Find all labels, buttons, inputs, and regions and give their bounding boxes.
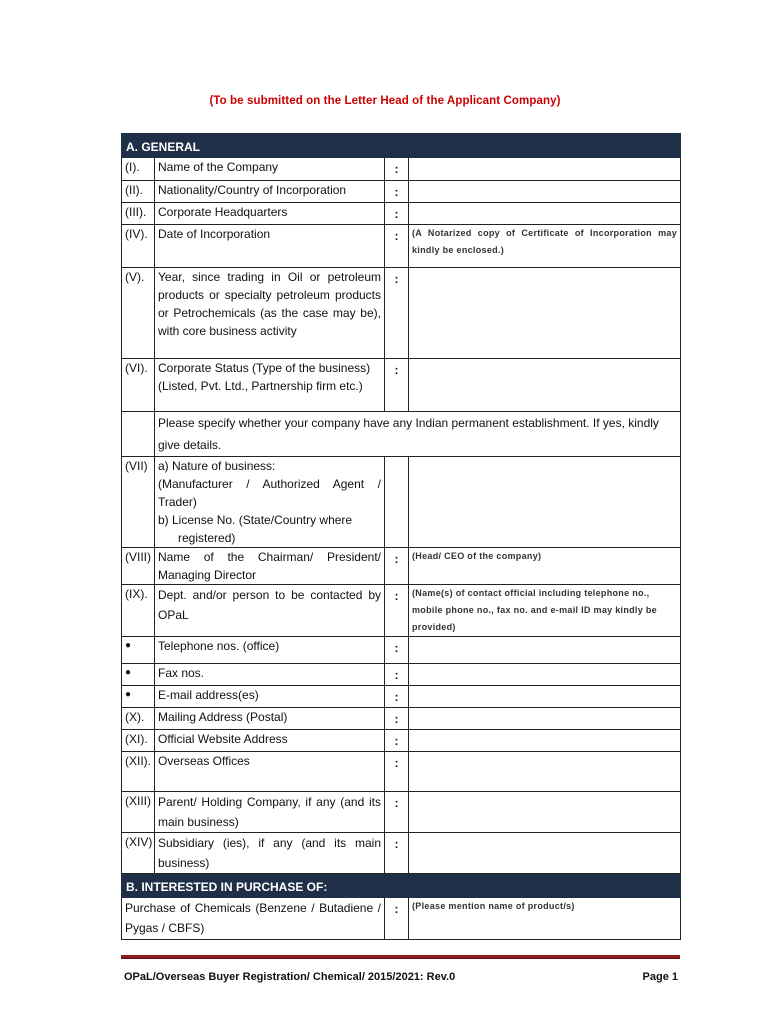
nationality-field[interactable] <box>409 181 681 203</box>
parent-company-field[interactable] <box>409 792 681 833</box>
form-row-headquarters <box>122 203 681 225</box>
row-label: Fax nos. <box>155 664 385 686</box>
row-label: Official Website Address <box>155 730 385 752</box>
row-number: (XIV) <box>122 833 155 874</box>
overseas-offices-field[interactable] <box>409 752 681 792</box>
form-row-corporate-status <box>122 359 681 412</box>
row-colon: : <box>385 792 409 833</box>
row-colon: : <box>385 181 409 203</box>
incorporation-note[interactable]: (A Notarized copy of Certificate of Incorporation may kindly be enclosed.) <box>409 225 681 268</box>
row-colon: : <box>385 752 409 792</box>
row-number: (II). <box>122 181 155 203</box>
license-number-label-cont: registered) <box>178 531 236 545</box>
license-number-label: b) License No. (State/Country where <box>158 513 353 527</box>
row-label: Year, since trading in Oil or petroleum products or specialty petroleum products or Petrochemicals (as the case may be), with core business activity <box>155 268 385 359</box>
form-row-mailing-address <box>122 708 681 730</box>
form-row-chairman <box>122 548 681 585</box>
row-label: Name of the Company <box>155 158 385 181</box>
section-b-header <box>122 874 681 898</box>
form-row-contact-person <box>122 585 681 637</box>
bullet-icon: ● <box>122 664 155 686</box>
form-row-nationality <box>122 181 681 203</box>
footer-divider <box>121 955 680 959</box>
corporate-status-example: (Listed, Pvt. Ltd., Partnership firm etc.) <box>158 379 363 393</box>
row-colon: : <box>385 637 409 664</box>
row-colon: : <box>385 158 409 181</box>
row-number <box>122 412 155 457</box>
row-number: (XII). <box>122 752 155 792</box>
bullet-icon: ● <box>122 637 155 664</box>
trading-year-field[interactable] <box>409 268 681 359</box>
row-label <box>155 457 385 548</box>
nature-of-business-label: a) Nature of business: <box>158 459 276 473</box>
email-field[interactable] <box>409 686 681 708</box>
footer-document-id: OPaL/Overseas Buyer Registration/ Chemical/ 2015/2021: Rev.0 <box>124 971 456 983</box>
bullet-icon: ● <box>122 686 155 708</box>
row-label: Date of Incorporation <box>155 225 385 268</box>
form-row-website <box>122 730 681 752</box>
row-colon: : <box>385 664 409 686</box>
row-colon: : <box>385 708 409 730</box>
form-row-nature-of-business <box>122 457 681 548</box>
form-row-fax <box>122 664 681 686</box>
form-row-telephone <box>122 637 681 664</box>
row-label: Mailing Address (Postal) <box>155 708 385 730</box>
section-a-title: A. GENERAL <box>122 134 681 158</box>
row-number: (V). <box>122 268 155 359</box>
contact-note[interactable]: (Name(s) of contact official including telephone no., mobile phone no., fax no. and e-mail ID may kindly be provided) <box>409 585 681 637</box>
row-label: Nationality/Country of Incorporation <box>155 181 385 203</box>
row-colon: : <box>385 203 409 225</box>
row-label: Dept. and/or person to be contacted by OPaL <box>155 585 385 637</box>
row-label: Overseas Offices <box>155 752 385 792</box>
form-row-parent-company <box>122 792 681 833</box>
row-colon: : <box>385 359 409 412</box>
form-row-incorporation-date <box>122 225 681 268</box>
corporate-status-label: Corporate Status (Type of the business) <box>158 361 371 375</box>
nature-of-business-field[interactable] <box>409 457 681 548</box>
row-label: Parent/ Holding Company, if any (and its main business) <box>155 792 385 833</box>
purchase-interest-label: Purchase of Chemicals (Benzene / Butadiene / Pygas / CBFS) <box>122 898 385 940</box>
form-row-purchase-interest <box>122 898 681 940</box>
row-number: (VIII) <box>122 548 155 585</box>
row-colon: : <box>385 833 409 874</box>
row-label: Name of the Chairman/ President/ Managing Director <box>155 548 385 585</box>
row-colon: : <box>385 268 409 359</box>
row-colon: : <box>385 898 409 940</box>
section-b-title: B. INTERESTED IN PURCHASE OF: <box>122 874 681 898</box>
mailing-address-field[interactable] <box>409 708 681 730</box>
chairman-note[interactable]: (Head/ CEO of the company) <box>409 548 681 585</box>
website-field[interactable] <box>409 730 681 752</box>
section-a-header <box>122 134 681 158</box>
letterhead-instruction: (To be submitted on the Letter Head of the Applicant Company) <box>209 95 561 107</box>
purchase-interest-note[interactable]: (Please mention name of product/s) <box>409 898 681 940</box>
row-number: (III). <box>122 203 155 225</box>
row-label: Corporate Headquarters <box>155 203 385 225</box>
row-number: (VI). <box>122 359 155 412</box>
row-colon: : <box>385 548 409 585</box>
row-number: (IX). <box>122 585 155 637</box>
row-colon: : <box>385 686 409 708</box>
nature-of-business-options: (Manufacturer / Authorized Agent / Trader) <box>158 477 381 509</box>
footer-page-number: Page 1 <box>642 971 678 983</box>
row-number: (VII) <box>122 457 155 548</box>
row-number: (XI). <box>122 730 155 752</box>
form-row-company-name <box>122 158 681 181</box>
row-number: (IV). <box>122 225 155 268</box>
fax-field[interactable] <box>409 664 681 686</box>
form-row-subsidiary <box>122 833 681 874</box>
headquarters-field[interactable] <box>409 203 681 225</box>
row-colon: : <box>385 585 409 637</box>
form-row-overseas-offices <box>122 752 681 792</box>
row-colon <box>385 457 409 548</box>
telephone-field[interactable] <box>409 637 681 664</box>
row-colon: : <box>385 730 409 752</box>
form-row-permanent-establishment <box>122 412 681 457</box>
form-row-trading-year <box>122 268 681 359</box>
row-label: Telephone nos. (office) <box>155 637 385 664</box>
form-row-email <box>122 686 681 708</box>
permanent-establishment-question[interactable]: Please specify whether your company have any Indian permanent establishment. If yes, kindly give details. <box>155 412 681 457</box>
row-colon: : <box>385 225 409 268</box>
registration-form-table <box>121 133 681 940</box>
row-label <box>155 359 385 412</box>
subsidiary-field[interactable] <box>409 833 681 874</box>
company-name-field[interactable] <box>409 158 681 181</box>
row-label: E-mail address(es) <box>155 686 385 708</box>
row-number: (X). <box>122 708 155 730</box>
row-number: (I). <box>122 158 155 181</box>
corporate-status-field[interactable] <box>409 359 681 412</box>
row-number: (XIII) <box>122 792 155 833</box>
row-label: Subsidiary (ies), if any (and its main business) <box>155 833 385 874</box>
